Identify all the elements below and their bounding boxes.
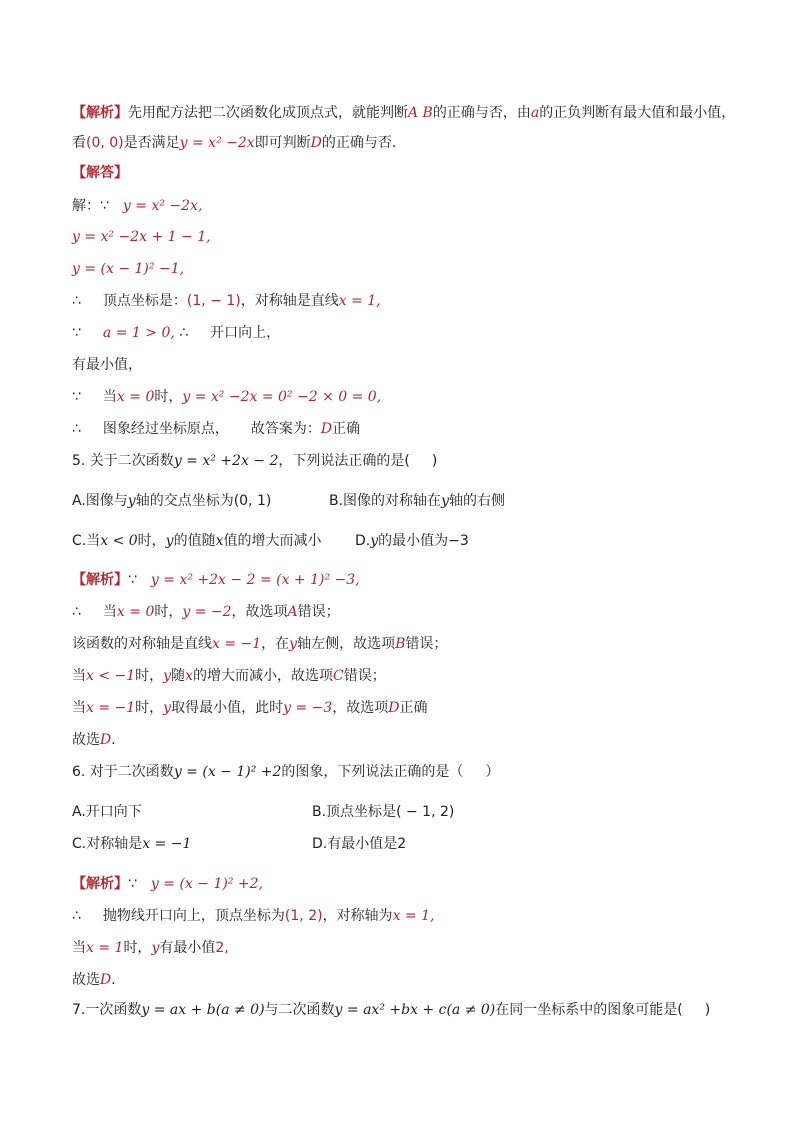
- question-6-answer: 故选D．: [72, 972, 126, 988]
- question-5-option-a: A.图像与y轴的交点坐标为(0, 1): [72, 493, 272, 509]
- question-5-option-d: D.y的最小值为−3: [355, 533, 469, 549]
- analysis-tag: 【解析】: [72, 876, 128, 892]
- solution-heading: 【解答】: [72, 165, 128, 181]
- question-5-option-b: B.图像的对称轴在y轴的右侧: [329, 493, 505, 509]
- question-5-analysis-5: 当x = −1时，y取得最小值，此时y = −3，故选项D正确: [72, 700, 428, 716]
- question-7-stem: 7.一次函数y = ax + b(a ≠ 0)与二次函数y = ax² +bx + c(a ≠ 0)在同一坐标系中的图象可能是( ): [72, 1002, 711, 1018]
- question-5-analysis-1: 【解析】∵ y = x² +2x − 2 = (x + 1)² −3,: [72, 572, 360, 588]
- analysis-line-1: 【解析】先用配方法把二次函数化成顶点式，就能判断A B的正确与否，由a的正负判断有最大值和最小值，: [72, 105, 736, 121]
- question-6-option-d: D.有最小值是2: [312, 836, 407, 852]
- analysis-tag: 【解析】: [72, 572, 128, 588]
- question-6-option-a: A.开口向下: [72, 804, 142, 820]
- analysis-tag: 【解析】: [72, 105, 128, 121]
- solution-line-4: ∴ 顶点坐标是：(1, − 1)，对称轴是直线x = 1,: [72, 293, 381, 309]
- solution-line-7: ∵ 当x = 0时，y = x² −2x = 0² −2 × 0 = 0,: [72, 389, 382, 405]
- analysis-line-2: 看(0, 0)是否满足y = x² −2x即可判断D的正确与否．: [72, 135, 406, 151]
- question-6-option-b: B.顶点坐标是( − 1, 2): [312, 804, 455, 820]
- question-6-stem: 6. 对于二次函数y = (x − 1)² +2的图象，下列说法正确的是（ ）: [72, 764, 500, 780]
- question-6-option-c: C.对称轴是x = −1: [72, 836, 192, 852]
- solution-line-1: 解：∵ y = x² −2x,: [72, 198, 203, 214]
- question-6-analysis-2: ∴ 抛物线开口向上，顶点坐标为(1, 2)，对称轴为x = 1,: [72, 908, 435, 924]
- question-5-analysis-3: 该函数的对称轴是直线x = −1，在y轴左侧，故选项B错误；: [72, 636, 448, 652]
- question-5-analysis-4: 当x < −1时，y随x的增大而减小，故选项C错误；: [72, 668, 386, 684]
- question-5-stem: 5. 关于二次函数y = x² +2x − 2，下列说法正确的是( ): [72, 453, 438, 469]
- solution-line-5: ∵ a = 1 > 0, ∴ 开口向上，: [72, 325, 281, 341]
- solution-line-2: y = x² −2x + 1 − 1,: [72, 229, 211, 245]
- solution-line-8: ∴ 图象经过坐标原点， 故答案为：D正确: [72, 421, 361, 437]
- solution-line-6: 有最小值，: [72, 357, 142, 373]
- question-6-analysis-1: 【解析】∵ y = (x − 1)² +2,: [72, 876, 263, 892]
- solution-line-3: y = (x − 1)² −1,: [72, 261, 185, 277]
- question-5-answer: 故选D．: [72, 732, 126, 748]
- question-5-analysis-2: ∴ 当x = 0时，y = −2，故选项A错误；: [72, 604, 340, 620]
- question-5-option-c: C.当x < 0时，y的值随x值的增大而减小: [72, 533, 322, 549]
- question-6-analysis-3: 当x = 1时，y有最小值2,: [72, 940, 229, 956]
